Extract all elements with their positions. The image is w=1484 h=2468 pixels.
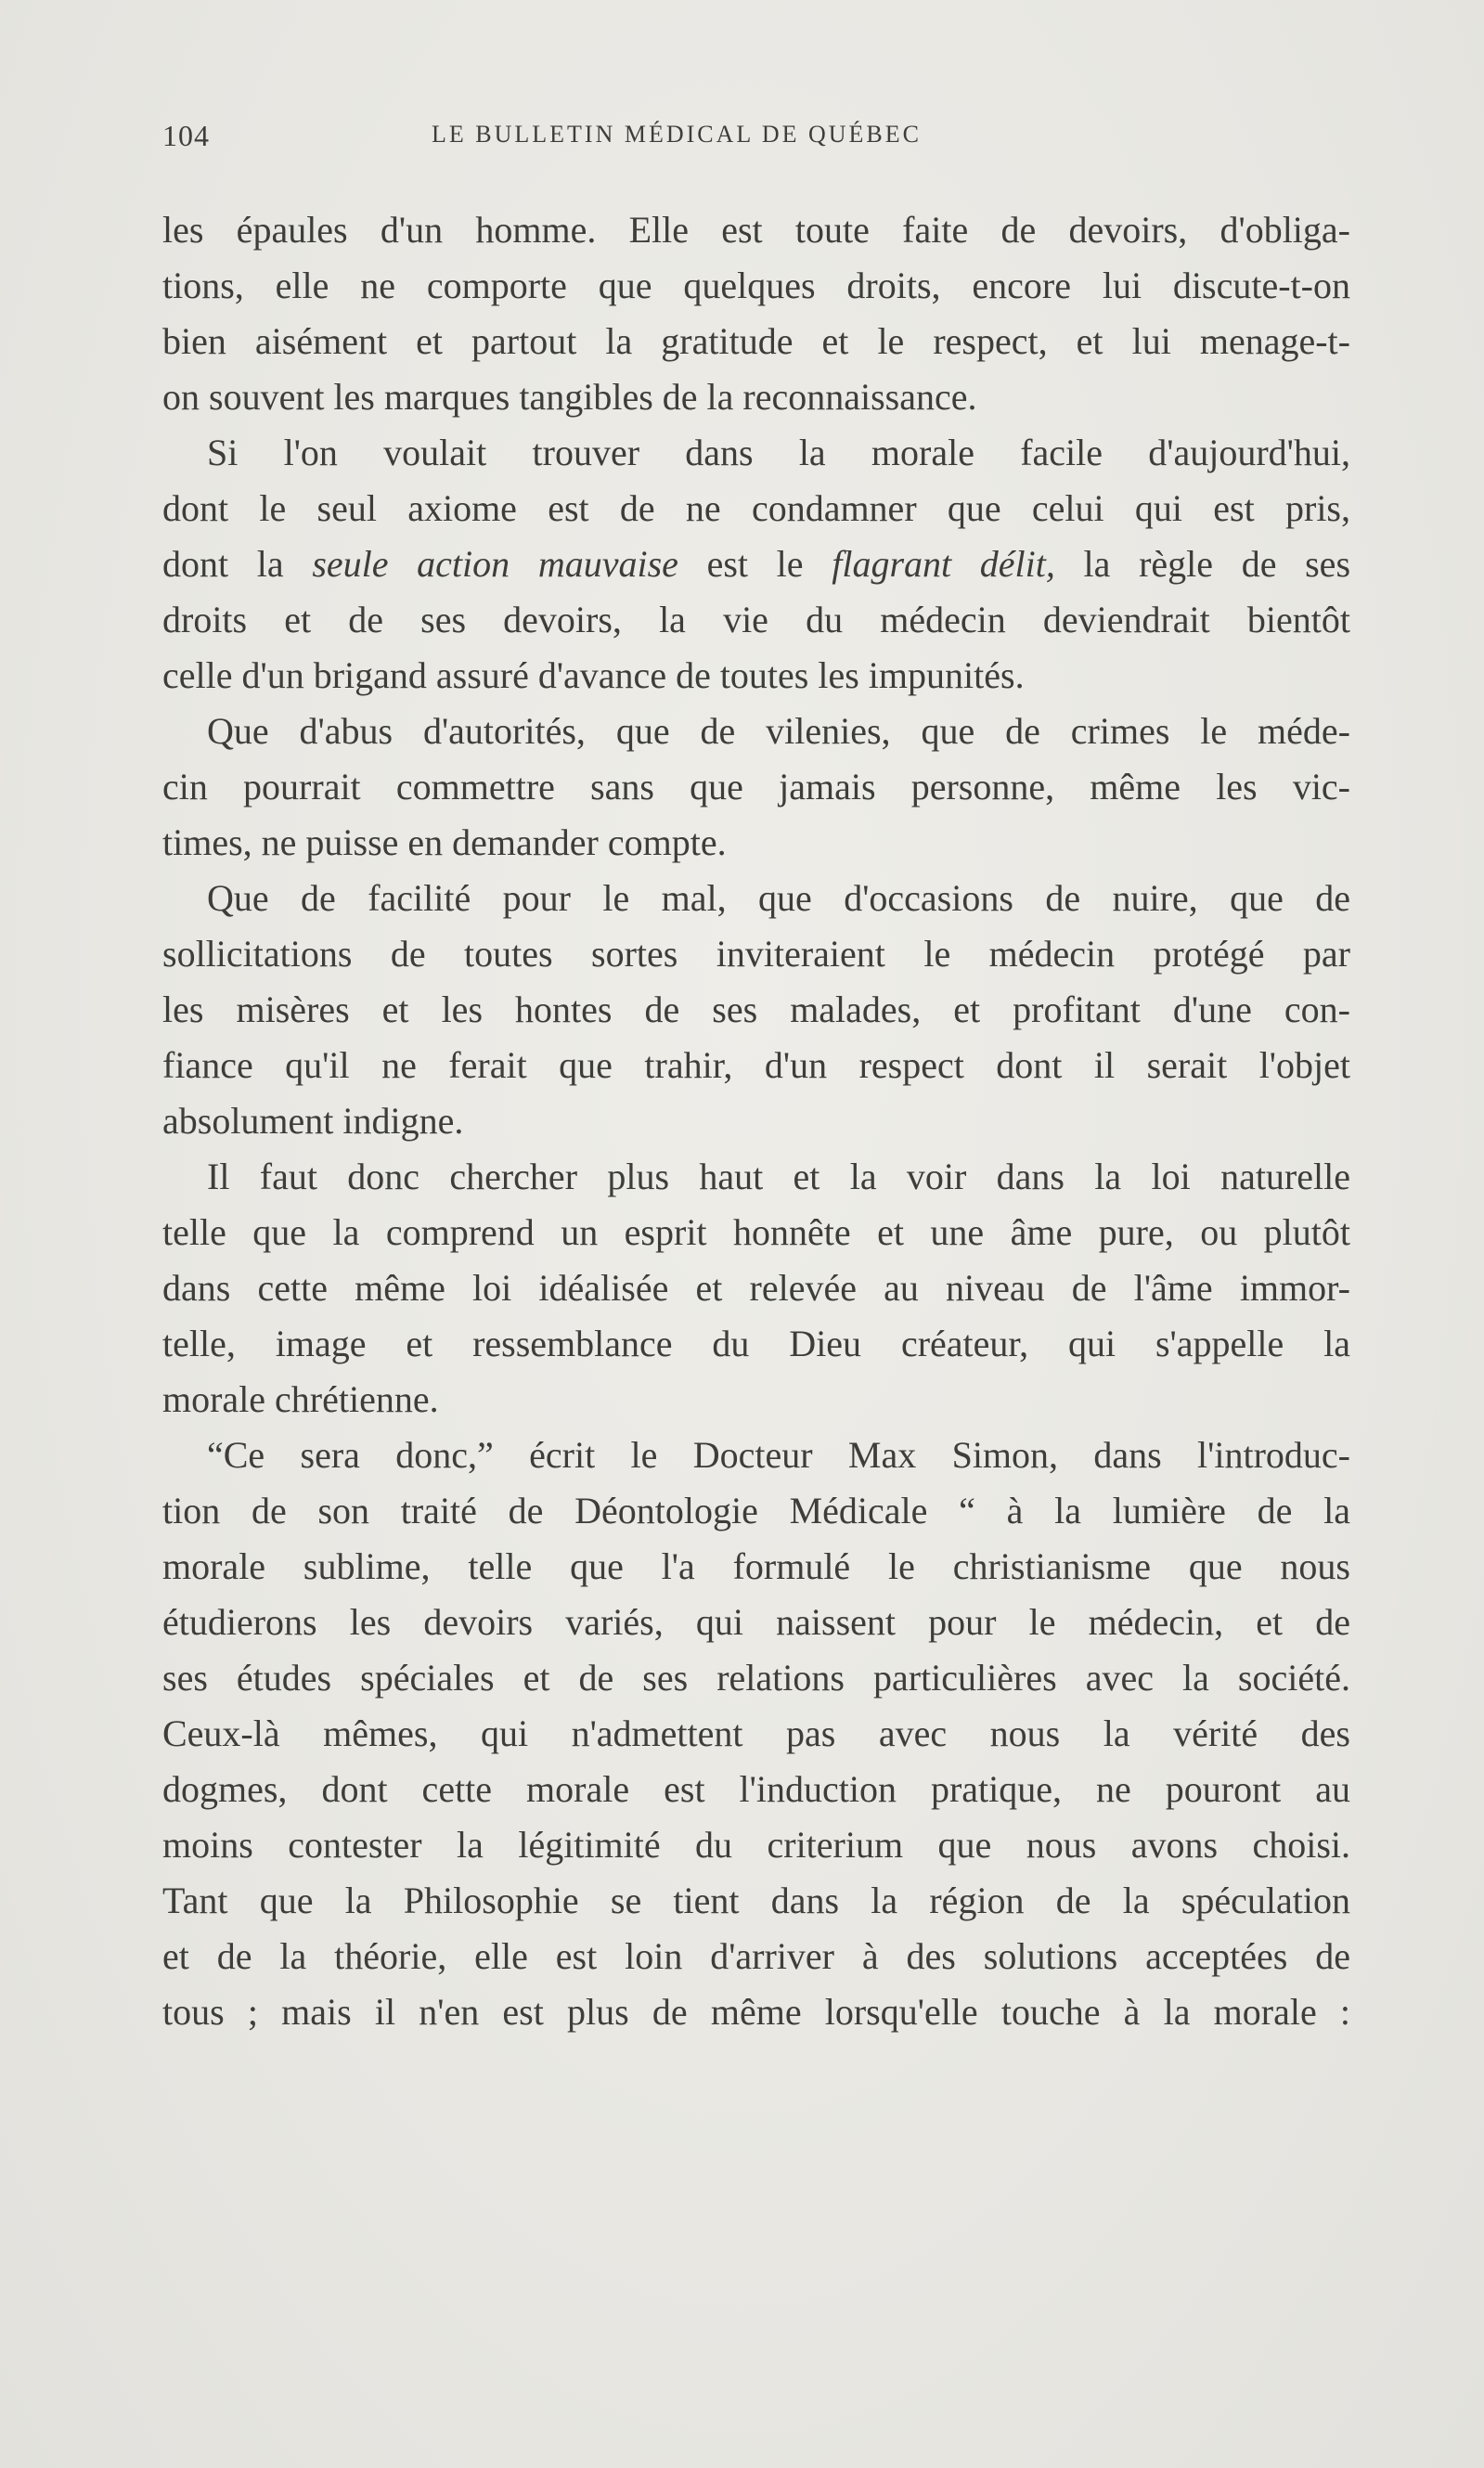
- paragraph: [162, 704, 1350, 871]
- running-title: LE BULLETIN MÉDICAL DE QUÉBEC: [432, 121, 922, 148]
- text-line: fiance qu'il ne ferait que trahir, d'un respect dont il serait l'objet: [162, 1044, 1350, 1086]
- text-line: les épaules d'un homme. Elle est toute faite de devoirs, d'obliga-: [162, 209, 1350, 251]
- text-line: dans cette même loi idéalisée et relevée au niveau de l'âme immor-: [162, 1267, 1350, 1309]
- text-line: Que d'abus d'autorités, que de vilenies, que de crimes le méde-: [207, 710, 1350, 752]
- text-line: tions, elle ne comporte que quelques droits, encore lui discute-t-on: [162, 265, 1350, 306]
- text-line: cin pourrait commettre sans que jamais personne, même les vic-: [162, 766, 1350, 808]
- italic-text: flagrant délit,: [832, 543, 1055, 585]
- text-line: Si l'on voulait trouver dans la morale facile d'aujourd'hui,: [207, 432, 1350, 473]
- text-line: celle d'un brigand assuré d'avance de toutes les impunités.: [162, 654, 1025, 696]
- text-line: “Ce sera donc,” écrit le Docteur Max Simon, dans l'introduc-: [207, 1434, 1350, 1476]
- paragraph: [162, 1428, 1350, 2040]
- text-line: dont le seul axiome est de ne condamner que celui qui est pris,: [162, 487, 1350, 529]
- text-line: times, ne puisse en demander compte.: [162, 821, 727, 863]
- text-line: sollicitations de toutes sortes inviteraient le médecin protégé par: [162, 933, 1350, 975]
- text-line: moins contester la légitimité du criterium que nous avons choisi.: [162, 1824, 1350, 1866]
- text-run: dont la: [162, 543, 313, 585]
- paragraph: [162, 871, 1350, 1149]
- text-line: telle, image et ressemblance du Dieu créateur, qui s'appelle la: [162, 1323, 1350, 1364]
- text-line: étudierons les devoirs variés, qui naissent pour le médecin, et de: [162, 1601, 1350, 1643]
- text-line: morale chrétienne.: [162, 1378, 439, 1420]
- text-run: la règle de ses: [1054, 543, 1351, 585]
- paragraph: [162, 1149, 1350, 1428]
- page-header: [162, 119, 1350, 156]
- text-line: Il faut donc chercher plus haut et la voir dans la loi naturelle: [207, 1156, 1350, 1197]
- text-line: Tant que la Philosophie se tient dans la région de la spéculation: [162, 1880, 1350, 1921]
- paragraph: [162, 425, 1350, 704]
- text-line: absolument indigne.: [162, 1100, 464, 1142]
- text-line: les misères et les hontes de ses malades, et profitant d'une con-: [162, 988, 1350, 1030]
- text-line: ses études spéciales et de ses relations particulières avec la société.: [162, 1657, 1350, 1699]
- text-run: est le: [677, 543, 832, 585]
- paragraph: [162, 202, 1350, 425]
- text-line: tous ; mais il n'en est plus de même lorsqu'elle touche à la morale :: [162, 1991, 1350, 2033]
- italic-text: seule action mauvaise: [312, 543, 678, 585]
- text-line: morale sublime, telle que l'a formulé le christianisme que nous: [162, 1545, 1350, 1587]
- text-line: dogmes, dont cette morale est l'induction pratique, ne pouront au: [162, 1768, 1350, 1810]
- text-line: et de la théorie, elle est loin d'arriver à des solutions acceptées de: [162, 1935, 1350, 1977]
- text-line-with-italics: [162, 536, 1350, 592]
- body-text: [162, 202, 1350, 2040]
- text-line: telle que la comprend un esprit honnête et une âme pure, ou plutôt: [162, 1211, 1350, 1253]
- text-line: on souvent les marques tangibles de la reconnaissance.: [162, 376, 977, 418]
- text-line: tion de son traité de Déontologie Médicale “ à la lumière de la: [162, 1490, 1350, 1531]
- text-line: Ceux-là mêmes, qui n'admettent pas avec nous la vérité des: [162, 1712, 1350, 1754]
- page-number: 104: [162, 119, 210, 152]
- text-line: droits et de ses devoirs, la vie du médecin deviendrait bientôt: [162, 599, 1350, 640]
- text-line: bien aisément et partout la gratitude et le respect, et lui menage-t-: [162, 320, 1350, 362]
- text-line: Que de facilité pour le mal, que d'occasions de nuire, que de: [207, 877, 1350, 919]
